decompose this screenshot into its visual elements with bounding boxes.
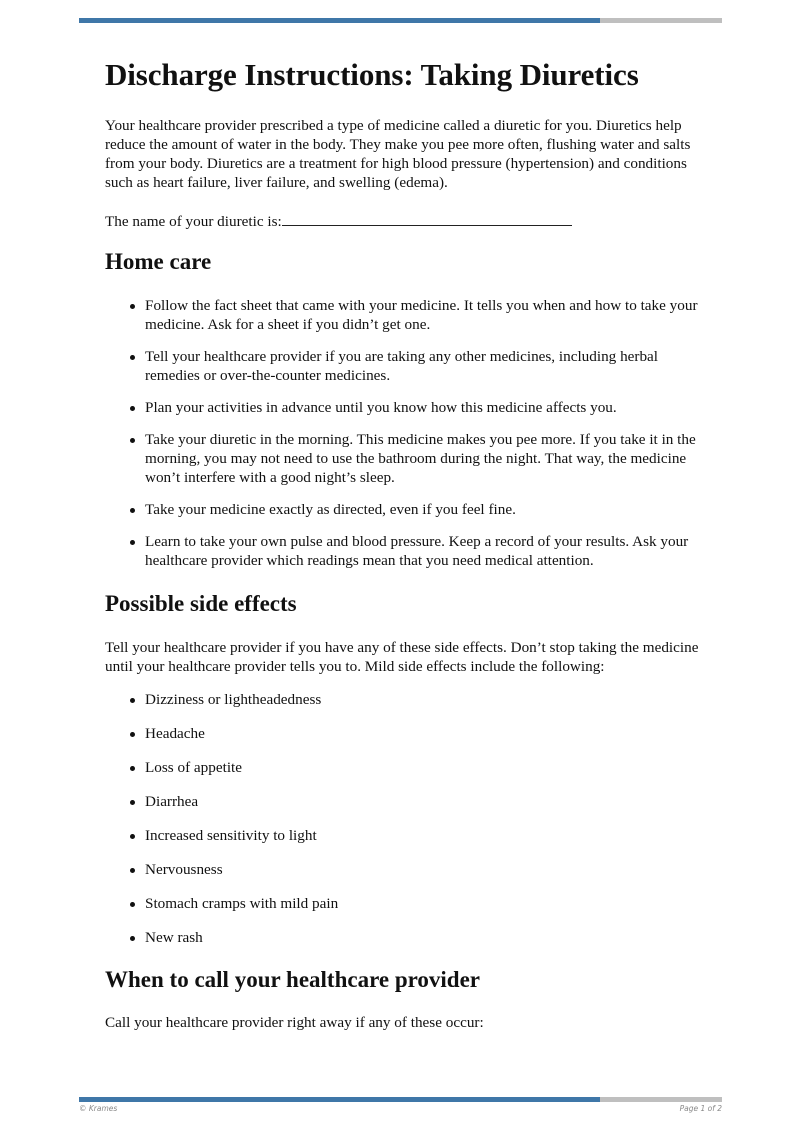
list-item: Stomach cramps with mild pain [105, 894, 705, 913]
diuretic-name-line [105, 211, 705, 231]
section-heading-when-to-call: When to call your healthcare provider [105, 967, 481, 992]
list-item: Follow the fact sheet that came with your medicine. It tells you when and how to take your medicine. Ask for a sheet if you didn’t get one. [105, 296, 705, 334]
side-effects-intro: Tell your healthcare provider if you have any of these side effects. Don’t stop taking the medicine until your healthcare provider tells you to. Mild side effects include the following: [105, 639, 699, 675]
bullet-icon [130, 732, 135, 737]
when-to-call-intro: Call your healthcare provider right away if any of these occur: [105, 1014, 484, 1031]
section-heading-side-effects: Possible side effects [105, 591, 297, 616]
bullet-icon [130, 406, 135, 411]
intro-paragraph: Your healthcare provider prescribed a type of medicine called a diuretic for you. Diuretics help reduce the amount of water in the body. They make you pee more often, flushing water and salts from your body. Diuretics are a treatment for high blood pressure (hypertension) and conditions such as heart failure, liver failure, and swelling (edema). [105, 117, 691, 191]
list-item: Diarrhea [105, 792, 705, 811]
list-item: Take your medicine exactly as directed, even if you feel fine. [105, 500, 705, 519]
list-item: New rash [105, 928, 705, 947]
footer [79, 1104, 722, 1116]
bullet-icon [130, 868, 135, 873]
bullet-icon [130, 800, 135, 805]
bullet-icon [130, 438, 135, 443]
bullet-icon [130, 766, 135, 771]
list-item: Plan your activities in advance until you know how this medicine affects you. [105, 398, 705, 417]
list-item: Increased sensitivity to light [105, 826, 705, 845]
header-progress-bar [79, 18, 722, 23]
diuretic-name-label: The name of your diuretic is: [105, 213, 282, 230]
bullet-icon [130, 508, 135, 513]
home-care-list [105, 296, 705, 570]
bullet-icon [130, 936, 135, 941]
bullet-icon [130, 698, 135, 703]
list-item: Take your diuretic in the morning. This medicine makes you pee more. If you take it in the morning, you may not need to use the bathroom during the night. That way, the medicine won’t interfere with a good night’s sleep. [105, 430, 705, 487]
bullet-icon [130, 540, 135, 545]
document-body [105, 56, 705, 1032]
list-item: Nervousness [105, 860, 705, 879]
header-progress-fill [79, 18, 600, 23]
list-item: Headache [105, 724, 705, 743]
bullet-icon [130, 355, 135, 360]
side-effects-list [105, 690, 705, 947]
page-title: Discharge Instructions: Taking Diuretics [105, 57, 639, 92]
bullet-icon [130, 902, 135, 907]
list-item: Learn to take your own pulse and blood pressure. Keep a record of your results. Ask your healthcare provider which readings mean that you need medical attention. [105, 532, 705, 570]
copyright-text: © Krames [79, 1104, 118, 1113]
list-item: Dizziness or lightheadedness [105, 690, 705, 709]
diuretic-name-blank [282, 211, 572, 226]
list-item: Loss of appetite [105, 758, 705, 777]
section-heading-home-care: Home care [105, 249, 212, 274]
footer-progress-bar [79, 1097, 722, 1102]
bullet-icon [130, 834, 135, 839]
bullet-icon [130, 304, 135, 309]
page-number: Page 1 of 2 [679, 1104, 722, 1113]
footer-progress-fill [79, 1097, 600, 1102]
list-item: Tell your healthcare provider if you are taking any other medicines, including herbal remedies or over-the-counter medicines. [105, 347, 705, 385]
